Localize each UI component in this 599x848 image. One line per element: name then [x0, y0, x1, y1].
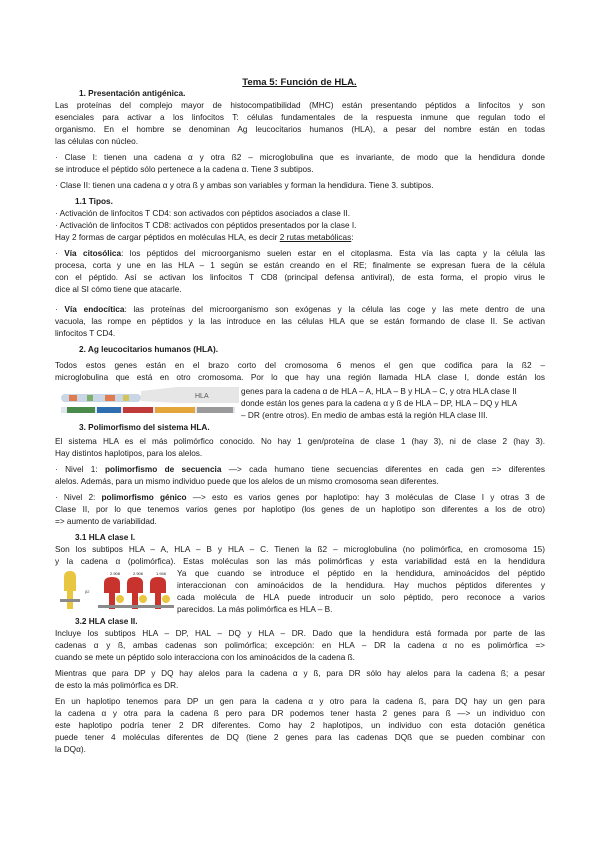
page-title: Tema 5: Función de HLA. [242, 77, 357, 88]
paragraph-line: cada molécula de HLA puede introducir un solo péptido, pero reconoce a varios [177, 593, 545, 602]
svg-text:β2: β2 [85, 589, 90, 594]
heading-tipos: 1.1 Tipos. [75, 197, 113, 206]
paragraph-line: · Vía citosólica: los péptidos del microorganismo suelen estar en el citoplasma. Esta vía las capta y la célula las [55, 249, 545, 258]
paragraph-line: alelos. Además, para un mismo individuo puede que los alelos de un mismo cromosoma sean diferentes. [55, 477, 439, 486]
paragraph-line: puede tener 4 moléculas diferentes de DQ (tiene 2 genes para las cadenas DQß que se pueden combinar con [55, 733, 545, 742]
paragraph-line: dice al SI cómo tiene que atacarle. [55, 285, 182, 294]
paragraph-line: Todos estos genes están en el brazo corto del cromosoma 6 menos el gen que codifica para la ß2 – [55, 361, 545, 370]
paragraph-line: esenciales para activar a los linfocitos T: células fundamentales de la respuesta inmune que regulan todo el [55, 113, 545, 122]
paragraph-line: las células con núcleo. [55, 137, 139, 146]
heading-ag-leucocitarios: 2. Ag leucocitarios humanos (HLA). [79, 345, 219, 354]
paragraph-line: Mientras que para DP y DQ hay alelos para la cadena α y ß, para DR sólo hay alelos para la cadena ß; a pesar [55, 669, 545, 678]
paragraph-line: Hay 2 formas de cargar péptidos en moléculas HLA, es decir 2 rutas metabólicas: [55, 233, 354, 242]
paragraph-line: Las proteínas del complejo mayor de histocompatibilidad (MHC) están presentando péptidos a linfocitos y son [55, 101, 545, 110]
figure-label-count-a: 2.908 [110, 571, 121, 576]
paragraph-line: Incluye los subtipos HLA – DP, HAL – DQ y HLA – DR. Dado que la hendidura está formada por parte de las [55, 629, 545, 638]
paragraph-line: microglobulina que está en otro cromosoma. Por lo que hay una región llamada HLA clase I, donde están los [55, 373, 545, 382]
paragraph-line: linfocitos T CD4. [55, 329, 116, 338]
paragraph-line: Clase II, por lo que tenemos varios genes por haplotipo (los genes de un haplotipo son diferentes a los de otro) [55, 505, 545, 514]
paragraph-line: · Vía endocítica: las proteínas del microorganismo son exógenas y la célula las coge y las mete dentro de una [55, 305, 545, 314]
paragraph-line: cadenas α y ß, ambas cadenas son polimórfica; excepción: en HLA – DR la cadena α no es polimórfica => [55, 641, 545, 650]
paragraph-line: Son los subtipos HLA – A, HLA – B y HLA – C. Tienen la ß2 – microglobulina (no polimórfica, en cromosoma 15) [55, 545, 545, 554]
paragraph-line: procesa, corta y une en las HLA – 1 según se están creando en el RE; finalmente se expresan fuera de la célula [55, 261, 545, 270]
paragraph-line: genes para la cadena α de HLA – A, HLA – B y HLA – C, y otra HLA clase II [241, 387, 517, 396]
figure-label-hla: HLA [195, 393, 209, 400]
paragraph-line: · Clase I: tienen una cadena α y otra ß2 – microglobulina que es invariante, de modo que la hendidura donde [55, 153, 545, 162]
paragraph-line: Hay distintos haplotipos, para los alelos. [55, 449, 203, 458]
paragraph-line: donde están los genes para la cadena α y ß de HLA – DP, HLA – DQ y HLA [241, 399, 518, 408]
paragraph-line: la cadena α y otra para la cadena ß pero para DR podemos tener hasta 2 genes para ß —> un individuo con [55, 709, 545, 718]
figure-label-count-b: 2.906 [133, 571, 144, 576]
paragraph-line: cuando se mete un péptido solo interacciona con los aminoácidos de la cadena ß. [55, 653, 355, 662]
paragraph-line: este haplotipo podría tener 2 DR diferentes. Como hay 2 haplotipos, un individuo con esta dotación genética [55, 721, 545, 730]
paragraph-line: interaccionan con aminoácidos de la hendidura. Hay muchos péptidos diferentes y [177, 581, 545, 590]
heading-hla-clase-1: 3.1 HLA clase I. [75, 533, 136, 542]
paragraph-line: se introduce el péptido sólo pertenece a la cadena α. Tiene 3 subtipos. [55, 165, 314, 174]
paragraph-line: · Activación de linfocitos T CD8: activados con péptidos presentados por la clase I. [55, 221, 357, 230]
paragraph-line: vacuola, las rompe en péptidos y la las introduce en las células HLA que se están formando de clase II. Se activan [55, 317, 545, 326]
paragraph-line: En un haplotipo tenemos para DP un gen para la cadena α y otro para la cadena ß, para DQ hay un gen para [55, 697, 545, 706]
paragraph-line: · Nivel 2: polimorfismo génico —> esto es varios genes por haplotipo: hay 3 moléculas de Clase I y otras 3 de [55, 493, 546, 502]
figure-label-count-c: 1.946 [156, 571, 167, 576]
paragraph-line: organismo. En el hombre se denominan Ag leucocitarios humanos (HLA), a pesar del nombre están en todas [55, 125, 545, 134]
hla-class-1-molecules-figure [58, 569, 176, 614]
heading-polimorfismo: 3. Polimorfismo del sistema HLA. [79, 423, 210, 432]
paragraph-line: · Activación de linfocitos T CD4: son activados con péptidos asociados a clase II. [55, 209, 351, 218]
heading-hla-clase-2: 3.2 HLA clase II. [75, 617, 138, 626]
heading-presentacion: 1. Presentación antigénica. [79, 89, 186, 98]
paragraph-line: · Clase II: tienen una cadena α y otra ß y ambas son variables y forman la hendidura. Tiene 3. subtipos. [55, 181, 434, 190]
chromosome-6-hla-map-figure [57, 387, 239, 420]
paragraph-line: => aumento de variabilidad. [55, 517, 157, 526]
paragraph-line: la DQα). [55, 745, 86, 754]
paragraph-line: parecidos. La más polimórfica es HLA – B. [177, 605, 333, 614]
paragraph-line: Ya que cuando se introduce el péptido en la hendidura, aminoácidos del péptido [177, 569, 545, 578]
paragraph-line: con el péptido. Así se activan los linfocitos T CD8 (principal defensa antiviral), de esta forma, el propio virus le [55, 273, 545, 282]
paragraph-line: y la cadena α (polimórfica). Estas moléculas son las más polimórficas y esta variabilidad está en la hendidura [55, 557, 545, 566]
paragraph-line: El sistema HLA es el más polimórfico conocido. No hay 1 gen/proteína de clase 1 (hay 3), ni de clase 2 (hay 3). [55, 437, 545, 446]
paragraph-line: – DR (entre otros). En medio de ambas está la región HLA clase III. [241, 411, 488, 420]
paragraph-line: de esto la más polimórfica es DR. [55, 681, 179, 690]
paragraph-line: · Nivel 1: polimorfismo de secuencia —> cada humano tiene secuencias diferentes en cada gen => diferentes [55, 465, 545, 474]
